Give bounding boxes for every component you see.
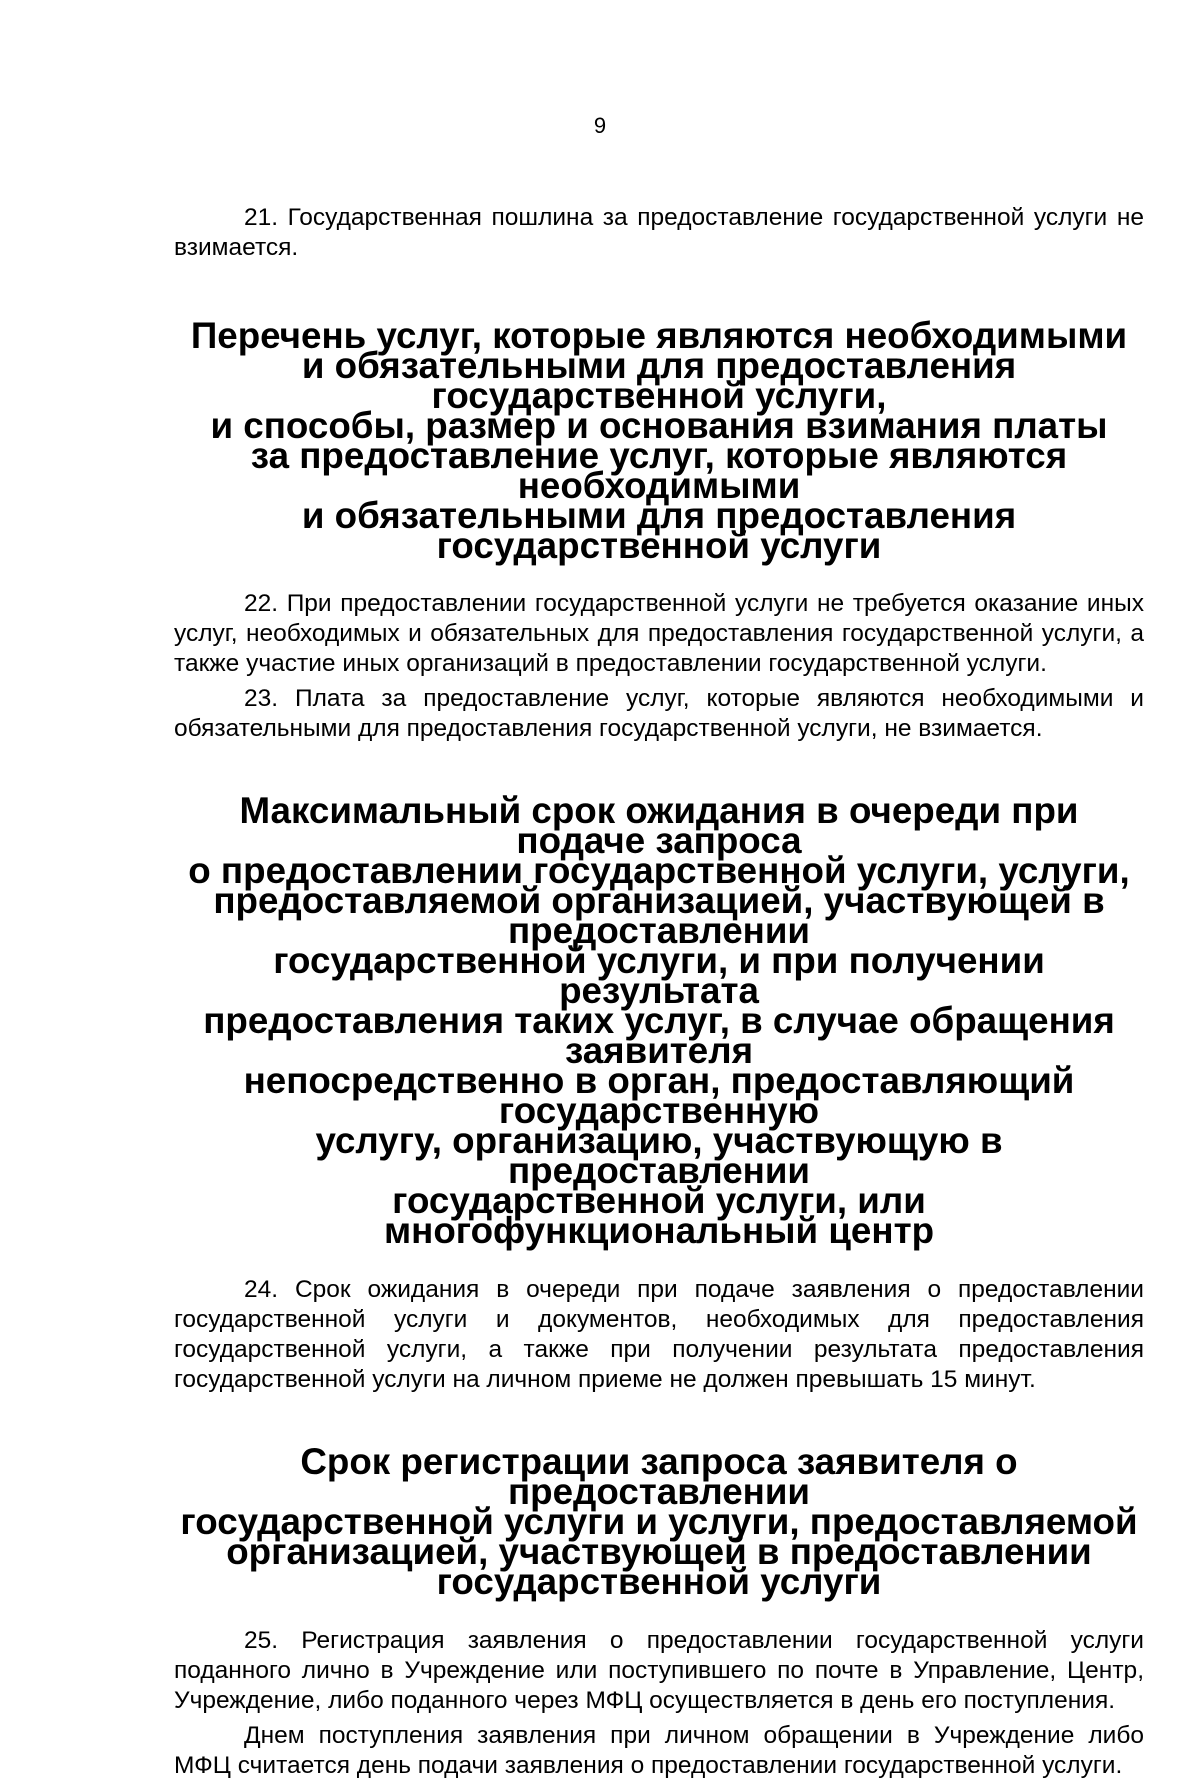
section-heading-max-waiting-time <box>174 790 1144 1251</box>
heading-line: предоставления таких услуг, в случае обращения заявителя <box>203 1000 1115 1071</box>
heading-line: государственной услуги, и при получении результата <box>273 940 1045 1011</box>
heading-line: государственной услуги <box>436 1561 882 1602</box>
heading-line: Перечень услуг, которые являются необходимыми <box>190 315 1128 356</box>
heading-line: Максимальный срок ожидания в очереди при подаче запроса <box>239 790 1079 861</box>
heading-line: Срок регистрации запроса заявителя о предоставлении <box>300 1441 1018 1512</box>
paragraph-25: 25. Регистрация заявления о предоставлении государственной услуги поданного лично в Учреждение или поступившего по почте в Управление, Центр, Учреждение, либо поданного через МФЦ осуществляется в день его поступления. <box>174 1627 1144 1714</box>
heading-line: и способы, размер и основания взимания платы <box>210 405 1108 446</box>
heading-line: и обязательными для предоставления государственной услуги <box>301 495 1017 566</box>
heading-line: организацией, участвующей в предоставлении <box>226 1531 1092 1572</box>
heading-line: о предоставлении государственной услуги, услуги, <box>188 850 1130 891</box>
paragraph-21: 21. Государственная пошлина за предоставление государственной услуги не взимается. <box>174 204 1144 261</box>
document-body <box>174 203 1144 1781</box>
heading-line: государственной услуги, или многофункциональный центр <box>383 1180 935 1251</box>
heading-line: за предоставление услуг, которые являются необходимыми <box>250 435 1068 506</box>
paragraph-22: 22. При предоставлении государственной услуги не требуется оказание иных услуг, необходимых и обязательных для предоставления государственной услуги, а также участие иных организаций в предоставлении государственной услуги. <box>174 590 1144 677</box>
paragraph-24: 24. Срок ожидания в очереди при подаче заявления о предоставлении государственной услуги и документов, необходимых для предоставления государственной услуги, а также при получении результата предоставления государственной услуги на личном приеме не должен превышать 15 минут. <box>174 1276 1144 1393</box>
heading-line: услугу, организацию, участвующую в предоставлении <box>315 1120 1003 1191</box>
heading-line: непосредственно в орган, предоставляющий государственную <box>243 1060 1075 1131</box>
heading-line: и обязательными для предоставления государственной услуги, <box>301 345 1017 416</box>
page-number: 9 <box>593 113 607 138</box>
heading-line: государственной услуги и услуги, предоставляемой <box>180 1501 1138 1542</box>
paragraph-receipt-day: Днем поступления заявления при личном обращении в Учреждение либо МФЦ считается день подачи заявления о предоставлении государственной услуги. <box>174 1722 1144 1779</box>
paragraph-23: 23. Плата за предоставление услуг, которые являются необходимыми и обязательными для предоставления государственной услуги, не взимается. <box>174 685 1144 742</box>
section-heading-registration-term <box>174 1441 1144 1602</box>
section-heading-necessary-services <box>174 315 1144 566</box>
heading-line: предоставляемой организацией, участвующей в предоставлении <box>213 880 1105 951</box>
